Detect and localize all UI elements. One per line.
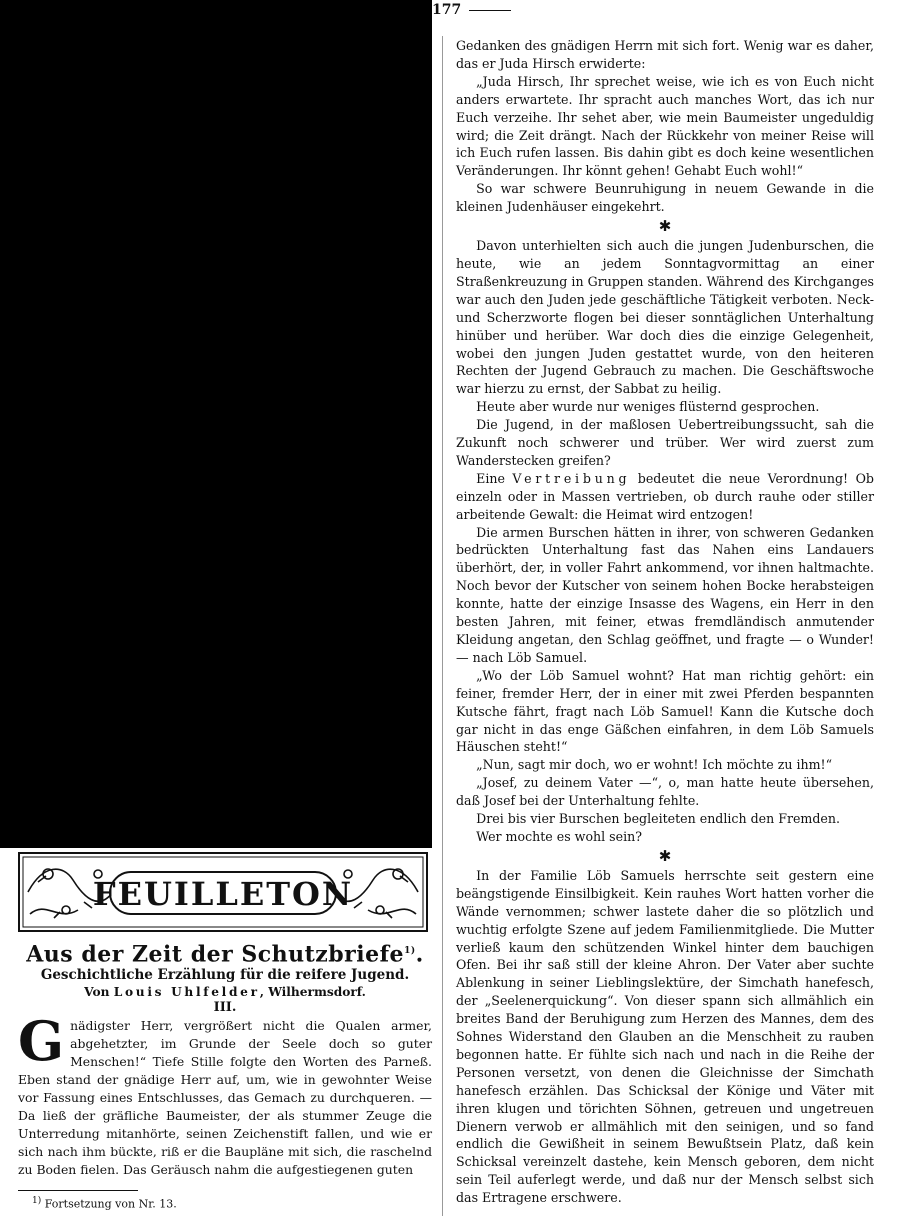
emphasized-word: Vertreibung: [512, 470, 631, 486]
header-rule: [469, 10, 511, 11]
footnote-mark: 1): [32, 1196, 42, 1207]
paragraph: „Juda Hirsch, Ihr sprechet weise, wie ich es von Euch nicht anders erwartete. Ihr spracht auch manches Wort, das ich nur Euch verzeihe. Ihr sehet aber, wie mein Baumeister ungeduldig wird; die Zeit drängt. Nach der Rückkehr von meiner Reise will ich Euch rufen lassen. Bis dahin gibt es doch keine wesentlichen Veränderungen. Ihr könnt gehen! Gehabt Euch wohl!“: [456, 73, 874, 179]
story-author: [18, 984, 432, 1000]
story-body: [18, 1009, 432, 1178]
paragraph: In der Familie Löb Samuels herrschte seit gestern eine beängstigende Einsilbigkeit. Kein rauhes Wort hatten vorher die Wände vernommen; schwer lastete daher die so plötzlich und wuchtig erfolgte Szene auf jedem Familienmitgliede. Die Mutter verließ kaum den schützenden Winkel hinter dem bauchigen Ofen. Bei ihr saß still der kleine Ahron. Der Vater aber suchte Ablenkung in seiner Lieblingslektüre, der Simchath hanefesch, der „Seelenerquickung“. Von dieser spann sich allmählich ein breites Band der Beruhigung zum Herzen des Mannes, dem des Sohnes Widerstand den Glauben an die Menschheit zu rauben begonnen hatte. Er fühlte sich nach und nach in die Reihe der Personen versetzt, von denen die Gleichnisse der Simchath hanefesch erzählen. Das Schicksal der Könige und Väter mit ihren klugen und törichten Söhnen, getreuen und ungetreuen Dienern verwob er allmählich mit den seinigen, und so fand endlich die Gewißheit in seinem Bewußtsein Platz, daß kein Schicksal vereinzelt dastehe, kein Mensch geboren, dem nicht sein Teil auferlegt werde, und daß nur der Mensch selbst sich das Ertragene erschwere.: [456, 867, 874, 1206]
paragraph: Gedanken des gnädigen Herrn mit sich fort. Wenig war es daher, das er Juda Hirsch erwiderte:: [456, 38, 874, 71]
drop-cap: G: [18, 1009, 65, 1074]
chapter-number: III.: [213, 1000, 237, 1016]
paragraph: „Nun, sagt mir doch, wo er wohnt! Ich möchte zu ihm!“: [476, 757, 833, 773]
paragraph: [456, 470, 874, 524]
paragraph: Drei bis vier Burschen begleiteten endlich den Fremden.: [476, 811, 840, 827]
author-prefix: Von: [84, 985, 110, 1000]
paragraph: Davon unterhielten sich auch die jungen Judenburschen, die heute, wie an jedem Sonntagvormittag an einer Straßenkreuzung in Gruppen standen. Während des Kirchganges war auch den Juden jede geschäftliche Tätigkeit verboten. Neck- und Scherzworte flogen bei dieser sonntäglichen Unterhaltung hinüber und herüber. War doch dies die einzige Gelegenheit, wobei den jungen Juden gestattet wurde, von den heiteren Rechten der Jugend Gebrauch zu machen. Die Geschäftswoche war hierzu zu ernst, der Sabbat zu heilig.: [456, 238, 874, 397]
story-title: Aus der Zeit der Schutzbriefe$^{1)}$.: [26, 941, 424, 968]
story-title-text: Aus der Zeit der Schutzbriefe: [26, 941, 405, 968]
paragraph: Die Jugend, in der maßlosen Uebertreibungssucht, sah die Zukunft noch schwerer und trüber. Wer wird zuerst zum Wanderstecken greifen?: [456, 417, 874, 468]
story-subtitle: Geschichtliche Erzählung für die reifere Jugend.: [40, 967, 410, 984]
column-divider: [442, 36, 443, 1216]
feuilleton-banner: [18, 852, 428, 932]
author-name: Louis Uhlfelder: [113, 985, 260, 1000]
paragraph: So war schwere Beunruhigung in neuem Gewande in die kleinen Judenhäuser eingekehrt.: [456, 181, 874, 215]
page-number: 177: [432, 2, 462, 18]
paragraph-text: Eine: [476, 470, 505, 486]
story-body-text: nädigster Herr, vergrößert nicht die Qualen armer, abgehetzter, im Grunde der Seele doch so guter Menschen!“ Tiefe Stille folgte den Worten des Parneß. Eben stand der gnädige Herr auf, um, wie in gewohnter Weise vor Fassung eines Entschlusses, das Gemach zu durchqueren. — Da ließ der gräfliche Baumeister, der als stummer Zeuge die Unterredung mitanhörte, seinen Zeichenstift fallen, und wie er sich nach ihm bückte, riß er die Baupläne mit sich, die raschelnd zu Boden fielen. Das Geräusch nahm die aufgestiegenen guten: [18, 1018, 432, 1177]
left-column: [18, 852, 432, 1212]
right-column: [456, 37, 874, 1207]
author-place: , Wilhermsdorf.: [259, 985, 366, 1000]
footnote-text: Fortsetzung von Nr. 13.: [44, 1198, 177, 1212]
paragraph: Die armen Burschen hätten in ihrer, von schweren Gedanken bedrückten Unterhaltung fast das Nahen eins Landauers überhört, der, in voller Fahrt ankommend, vor ihnen haltmachte. Noch bevor der Kutscher von seinem hohen Bocke herabsteigen konnte, hatte der einzige Insasse des Wagens, ein Herr in den besten Jahren, mit feiner, etwas fremdländisch anmutender Kleidung angetan, den Schlag geöffnet, und fragte — o Wunder! — nach Löb Samuel.: [456, 524, 874, 665]
footnote: [18, 1194, 432, 1212]
paragraph: „Josef, zu deinem Vater —“, o, man hatte heute übersehen, daß Josef bei der Unterhaltung fehlte.: [456, 775, 874, 809]
footnote-rule: [18, 1190, 138, 1191]
section-separator-star: ✱: [658, 846, 672, 865]
story-title-footnote-mark: 1): [404, 946, 416, 956]
page-header: [432, 2, 511, 18]
paragraph-text: bedeutet die neue Verordnung! Ob einzeln oder in Massen vertrieben, ob durch rauhe oder stiller arbeitende Gewalt: die Heimat wird entzogen!: [456, 470, 874, 522]
blacked-out-region: [0, 0, 432, 848]
section-separator-star: ✱: [658, 217, 672, 236]
paragraph: „Wo der Löb Samuel wohnt? Hat man richtig gehört: ein feiner, fremder Herr, der in einer mit zwei Pferden bespannten Kutsche fährt, fragt nach Löb Samuel! Kann die Kutsche doch gar nicht in das enge Gäßchen einfahren, in dem Löb Samuels Häuschen steht!“: [456, 667, 874, 755]
paragraph: Wer mochte es wohl sein?: [476, 828, 642, 844]
banner-title: FEUILLETON: [92, 875, 354, 913]
paragraph: Heute aber wurde nur weniges flüsternd gesprochen.: [476, 399, 820, 415]
